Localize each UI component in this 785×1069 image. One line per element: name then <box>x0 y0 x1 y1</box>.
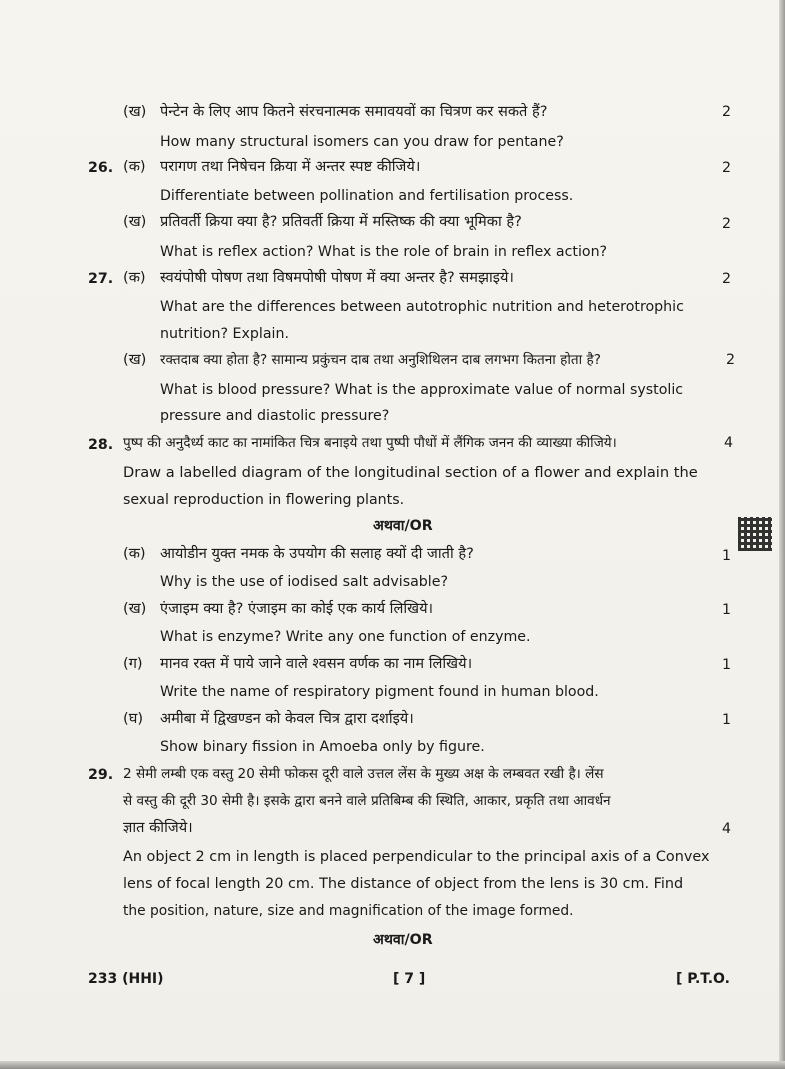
q27b-english-2: pressure and diastolic pressure? <box>160 408 390 424</box>
q28-marks: 4 <box>724 435 734 451</box>
q28c-hindi: मानव रक्त में पाये जाने वाले श्वसन वर्णक का नाम लिखिये। <box>160 655 473 672</box>
q28d-label: (घ) <box>123 710 144 727</box>
q28a-label: (क) <box>123 545 146 562</box>
q28d-marks: 1 <box>722 712 732 728</box>
q28b-english: What is enzyme? Write any one function of enzyme. <box>160 629 531 645</box>
q29-english-3: the position, nature, size and magnification of the image formed. <box>123 903 574 919</box>
page-number: [ 7 ] <box>393 971 426 987</box>
q28c-marks: 1 <box>722 657 732 673</box>
q26b-label: (ख) <box>123 213 147 230</box>
paper-code: 233 (HHI) <box>88 971 164 987</box>
q27b-label: (ख) <box>123 351 147 368</box>
q28a-english: Why is the use of iodised salt advisable? <box>160 574 449 590</box>
q28c-english: Write the name of respiratory pigment found in human blood. <box>160 684 599 700</box>
q29-hindi-1: 2 सेमी लम्बी एक वस्तु 20 सेमी फोकस दूरी वाले उत्तल लेंस के मुख्य अक्ष के लम्बवत रखी है। लेंस <box>123 766 604 782</box>
q29-hindi-3: ज्ञात कीजिये। <box>123 819 193 836</box>
q28-english-1: Draw a labelled diagram of the longitudinal section of a flower and explain the <box>123 464 698 481</box>
q29-english-1: An object 2 cm in length is placed perpendicular to the principal axis of a Convex <box>123 849 710 865</box>
q26a-marks: 2 <box>722 160 732 176</box>
q26-number: 26. <box>88 160 114 176</box>
q28-number: 28. <box>88 437 114 453</box>
q28b-marks: 1 <box>722 602 732 618</box>
q27a-english-2: nutrition? Explain. <box>160 326 289 342</box>
q28d-hindi: अमीबा में द्विखण्डन को केवल चित्र द्वारा दर्शाइये। <box>160 710 414 727</box>
scan-edge-right <box>779 0 785 1069</box>
q27a-hindi: स्वयंपोषी पोषण तथा विषमपोषी पोषण में क्या अन्तर है? समझाइये। <box>160 269 514 286</box>
q28b-label: (ख) <box>123 600 147 617</box>
q26b-hindi: प्रतिवर्ती क्रिया क्या है? प्रतिवर्ती क्रिया में मस्तिष्क की क्या भूमिका है? <box>160 213 522 230</box>
q26b-marks: 2 <box>722 216 732 232</box>
q26b-english: What is reflex action? What is the role of brain in reflex action? <box>160 244 608 260</box>
q25b-label: (ख) <box>123 103 147 120</box>
q29-or: अथवा/OR <box>373 932 433 948</box>
q27b-marks: 2 <box>726 352 736 368</box>
q28-english-2: sexual reproduction in flowering plants. <box>123 492 405 508</box>
q28d-english: Show binary fission in Amoeba only by figure. <box>160 739 485 755</box>
q25b-marks: 2 <box>722 104 732 120</box>
q29-marks: 4 <box>722 821 732 837</box>
q28b-hindi: एंजाइम क्या है? एंजाइम का कोई एक कार्य लिखिये। <box>160 600 434 617</box>
q29-hindi-2: से वस्तु की दूरी 30 सेमी है। इसके द्वारा बनने वाले प्रतिबिम्ब की स्थिति, आकार, प्रकृति तथा आवर्धन <box>123 793 611 809</box>
q27-number: 27. <box>88 271 114 287</box>
q27b-hindi: रक्तदाब क्या होता है? सामान्य प्रकुंचन दाब तथा अनुशिथिलन दाब लगभग कितना होता है? <box>160 352 601 368</box>
q26a-english: Differentiate between pollination and fertilisation process. <box>160 188 574 204</box>
q28-hindi: पुष्प की अनुदैर्ध्य काट का नामांकित चित्र बनाइये तथा पुष्पी पौधों में लैंगिक जनन की व्याख्या कीजिये। <box>123 435 617 451</box>
q28-or: अथवा/OR <box>373 518 433 534</box>
q28a-hindi: आयोडीन युक्त नमक के उपयोग की सलाह क्यों दी जाती है? <box>160 545 474 562</box>
q27b-english-1: What is blood pressure? What is the approximate value of normal systolic <box>160 382 684 398</box>
q26a-hindi: परागण तथा निषेचन क्रिया में अन्तर स्पष्ट कीजिये। <box>160 158 421 175</box>
q29-english-2: lens of focal length 20 cm. The distance of object from the lens is 30 cm. Find <box>123 876 684 892</box>
q29-number: 29. <box>88 767 114 783</box>
q27a-english-1: What are the differences between autotrophic nutrition and heterotrophic <box>160 299 684 315</box>
q25b-hindi: पेन्टेन के लिए आप कितने संरचनात्मक समावयवों का चित्रण कर सकते हैं? <box>160 103 548 120</box>
q26a-label: (क) <box>123 158 146 175</box>
q28a-marks: 1 <box>722 548 732 564</box>
q25b-english: How many structural isomers can you draw for pentane? <box>160 134 564 150</box>
q28c-label: (ग) <box>123 655 143 672</box>
scan-edge-bottom <box>0 1061 785 1069</box>
q27a-label: (क) <box>123 269 146 286</box>
qr-code-icon <box>738 517 772 551</box>
q27a-marks: 2 <box>722 271 732 287</box>
pto-label: [ P.T.O. <box>676 971 730 987</box>
